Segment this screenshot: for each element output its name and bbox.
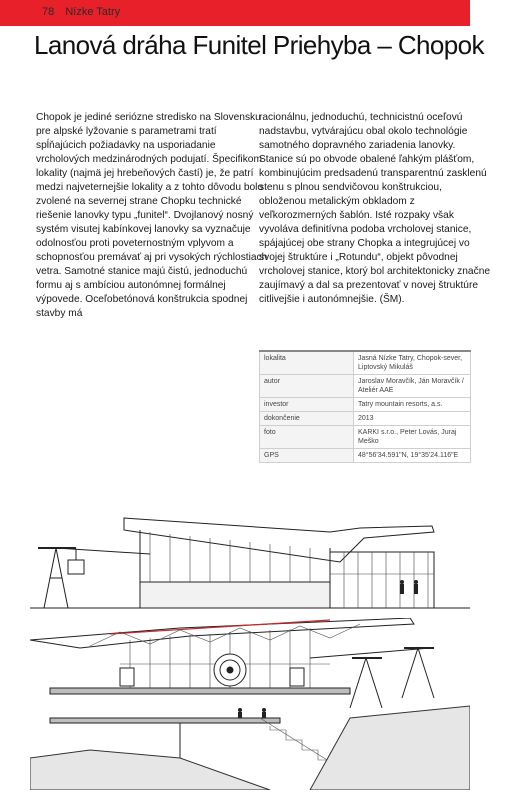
project-info-table — [259, 350, 471, 463]
running-header — [42, 6, 128, 18]
station-section-drawing — [30, 618, 470, 790]
section-name: Nízke Tatry — [65, 6, 121, 18]
info-key: GPS — [260, 449, 354, 463]
body-text-left: Chopok je jediné seriózne stredisko na Slovensku pre alpské lyžovanie s parametrami tratí spĺňajúcich požiadavky na usporiadanie vrcholových medzinárodných podujatí. Špecifikom lokality (najmä jej hrebeňových častí) je, že patrí medzi najveternejšie lokality a z tohto dôvodu bolo zvolené na severnej strane Chopku technické riešenie lanovky typu „funitel“. Dvojlanový nosný systém visutej kabínkovej lanovky sa vyznačuje odolnosťou proti poveternostným vplyvom a schopnosťou premávať aj pri vysokých rýchlostiach vetra. Samotné stanice majú čistú, jednoduchú formu aj s ambíciou autonómnej formálnej výpovede. Oceľobetónová konštrukcia spodnej stavby má — [36, 112, 268, 319]
table-row — [260, 412, 471, 426]
body-text-right: racionálnu, jednoduchú, technicistnú oceľovú nadstavbu, vytvárajúcu obal okolo technológie samotného dopravného zariadenia lanovky. Stanice sú po obvode obalené ľahkým plášťom, kombinujúcim predsadenú transparentnú zasklenú stenu s plnou sendvičovou konštrukciou, obloženou metalickým obkladom z veľkorozmerných šablón. Isté rozpaky však vyvoláva definitívna podoba vrcholovej stanice, spájajúcej obe strany Chopka a integrujúcej vo svojej štruktúre i „Rotundu“, objekt pôvodnej vrcholovej stanice, ktorý bol architektonicky značne zaujímavý a dal sa prezentovať v novej štruktúre citlivejšie i autonómnejšie. (ŠM). — [259, 112, 491, 305]
page-title: Lanová dráha Funitel Priehyba – Chopok — [34, 30, 484, 60]
info-value: Jasná Nízke Tatry, Chopok-sever, Liptovský Mikuláš — [354, 351, 471, 375]
table-row — [260, 375, 471, 398]
table-row — [260, 426, 471, 449]
info-value: Tatry mountain resorts, a.s. — [354, 398, 471, 412]
table-row — [260, 449, 471, 463]
info-key: dokončenie — [260, 412, 354, 426]
table-row — [260, 398, 471, 412]
table-row — [260, 351, 471, 375]
info-value: Jaroslav Moravčík, Ján Moravčík / Ateliér AAE — [354, 375, 471, 398]
info-key: investor — [260, 398, 354, 412]
info-value: 2013 — [354, 412, 471, 426]
body-column-right — [259, 111, 491, 307]
info-key: foto — [260, 426, 354, 449]
info-key: autor — [260, 375, 354, 398]
page-number: 78 — [42, 6, 55, 18]
body-column-left — [36, 111, 268, 321]
info-value: 48°56'34.591"N, 19°35'24.116"E — [354, 449, 471, 463]
station-elevation-drawing — [30, 508, 470, 616]
info-key: lokalita — [260, 351, 354, 375]
info-value: KARKI s.r.o., Peter Lovás, Juraj Meško — [354, 426, 471, 449]
